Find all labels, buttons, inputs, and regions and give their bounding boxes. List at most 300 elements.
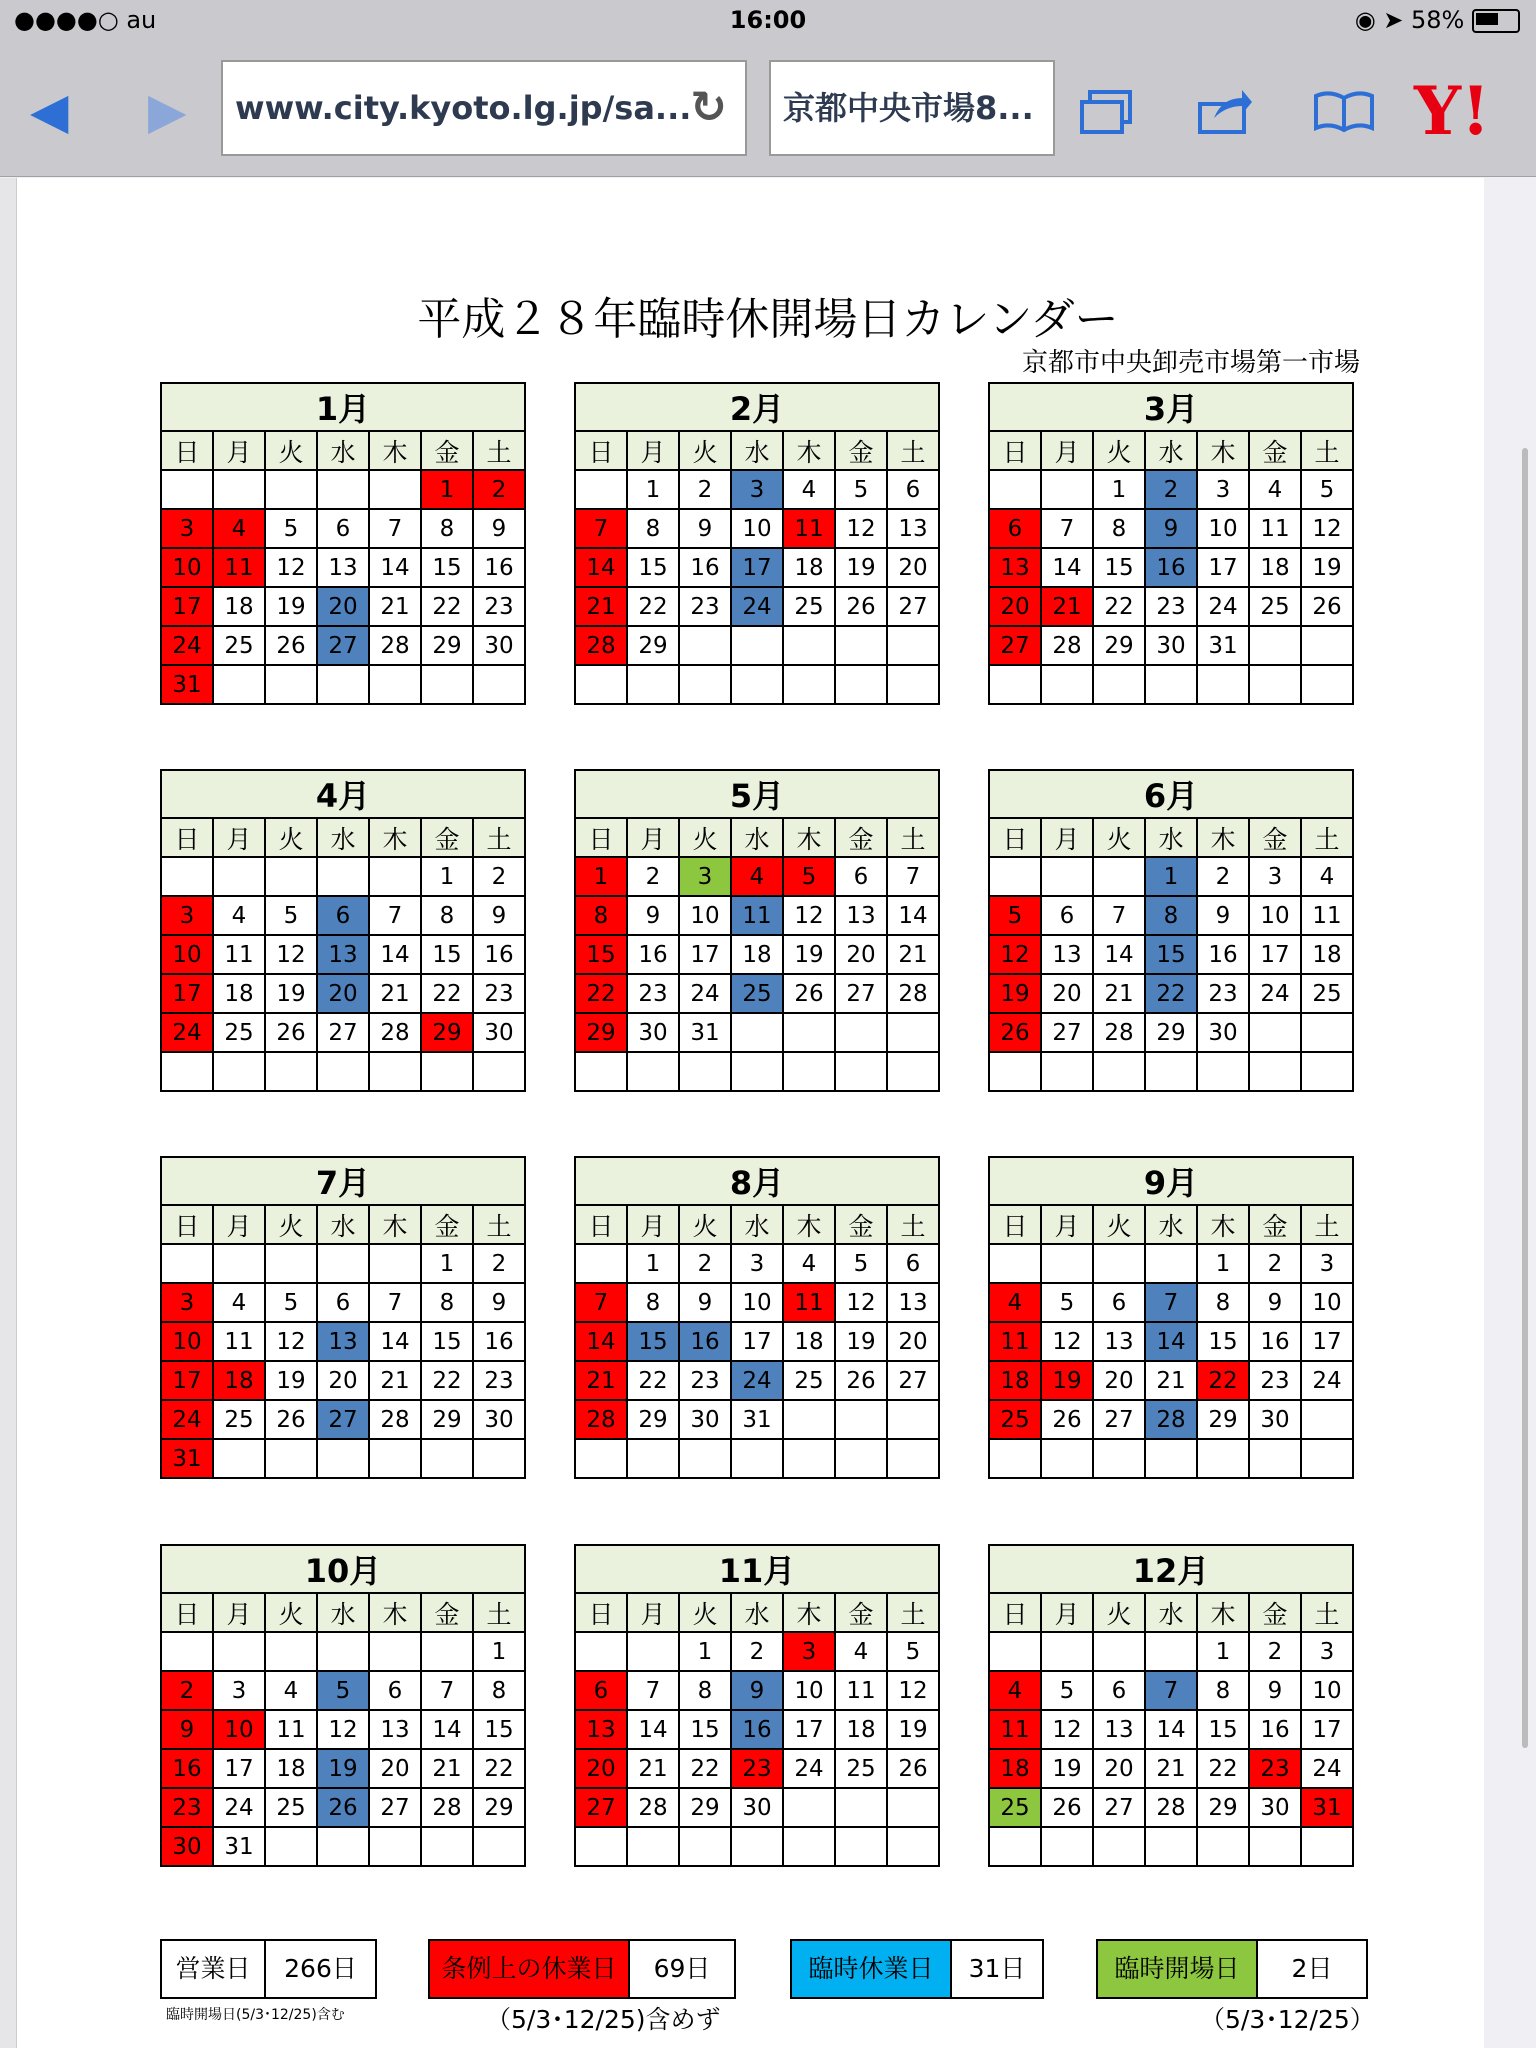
day-cell: 3 — [1301, 1244, 1353, 1283]
day-cell: 17 — [679, 935, 731, 974]
empty-cell — [887, 1052, 939, 1091]
day-cell: 7 — [1145, 1283, 1197, 1322]
empty-cell — [317, 1632, 369, 1671]
day-cell: 26 — [1041, 1400, 1093, 1439]
day-cell: 17 — [161, 587, 213, 626]
empty-cell — [887, 1400, 939, 1439]
empty-cell — [369, 1244, 421, 1283]
empty-cell — [1145, 1632, 1197, 1671]
empty-cell — [835, 626, 887, 665]
month-title: 11月 — [575, 1545, 939, 1593]
empty-cell — [1197, 1827, 1249, 1866]
empty-cell — [1301, 1400, 1353, 1439]
empty-cell — [1041, 1439, 1093, 1478]
day-cell: 17 — [1301, 1322, 1353, 1361]
empty-cell — [317, 857, 369, 896]
day-cell: 6 — [317, 896, 369, 935]
day-cell: 13 — [317, 1322, 369, 1361]
forward-arrow-icon[interactable]: ▶ — [148, 82, 187, 140]
day-cell: 6 — [575, 1671, 627, 1710]
day-cell: 10 — [731, 509, 783, 548]
day-cell: 6 — [317, 509, 369, 548]
day-cell: 5 — [265, 509, 317, 548]
day-cell: 12 — [783, 896, 835, 935]
day-cell: 22 — [627, 587, 679, 626]
empty-cell — [265, 470, 317, 509]
day-cell: 18 — [783, 548, 835, 587]
day-cell: 28 — [1041, 626, 1093, 665]
day-cell: 24 — [161, 1400, 213, 1439]
empty-cell — [317, 665, 369, 704]
month-title: 3月 — [989, 383, 1353, 431]
day-cell: 23 — [161, 1788, 213, 1827]
day-cell: 7 — [627, 1671, 679, 1710]
empty-cell — [1249, 1439, 1301, 1478]
day-cell: 8 — [679, 1671, 731, 1710]
month-title: 9月 — [989, 1157, 1353, 1205]
day-cell: 28 — [1093, 1013, 1145, 1052]
day-cell: 16 — [1249, 1710, 1301, 1749]
legend-value: 2日 — [1291, 1954, 1333, 1983]
day-cell: 25 — [213, 1013, 265, 1052]
empty-cell — [575, 1827, 627, 1866]
page-title: 平成２８年臨時休開場日カレンダー — [417, 294, 1119, 345]
empty-cell — [783, 1788, 835, 1827]
empty-cell — [161, 1244, 213, 1283]
empty-cell — [1249, 665, 1301, 704]
day-cell: 31 — [1197, 626, 1249, 665]
weekday-header: 日 — [575, 818, 627, 857]
weekday-header: 木 — [1197, 431, 1249, 470]
day-cell: 8 — [473, 1671, 525, 1710]
weekday-header: 金 — [421, 431, 473, 470]
day-cell: 25 — [213, 1400, 265, 1439]
day-cell: 17 — [1301, 1710, 1353, 1749]
day-cell: 8 — [421, 509, 473, 548]
legend-note-business: 臨時開場日(5/3･12/25)含む — [166, 2007, 345, 2023]
empty-cell — [989, 1052, 1041, 1091]
day-cell: 5 — [265, 896, 317, 935]
market-name: 京都市中央卸売市場第一市場 — [1021, 348, 1360, 378]
day-cell: 6 — [1093, 1671, 1145, 1710]
day-cell: 19 — [783, 935, 835, 974]
weekday-header: 水 — [317, 1205, 369, 1244]
day-cell: 1 — [421, 857, 473, 896]
month-calendar — [160, 769, 526, 1092]
reload-icon[interactable]: ↻ — [690, 82, 727, 133]
day-cell: 23 — [473, 587, 525, 626]
day-cell: 18 — [265, 1749, 317, 1788]
empty-cell — [575, 470, 627, 509]
day-cell: 15 — [679, 1710, 731, 1749]
day-cell: 22 — [1197, 1361, 1249, 1400]
day-cell: 1 — [1197, 1632, 1249, 1671]
day-cell: 28 — [369, 1400, 421, 1439]
day-cell: 27 — [369, 1788, 421, 1827]
empty-cell — [369, 665, 421, 704]
day-cell: 16 — [627, 935, 679, 974]
empty-cell — [1041, 1632, 1093, 1671]
empty-cell — [1301, 626, 1353, 665]
day-cell: 26 — [887, 1749, 939, 1788]
day-cell: 9 — [1249, 1671, 1301, 1710]
day-cell: 10 — [1301, 1671, 1353, 1710]
day-cell: 24 — [161, 1013, 213, 1052]
day-cell: 24 — [1249, 974, 1301, 1013]
weekday-header: 金 — [835, 1593, 887, 1632]
day-cell: 4 — [1249, 470, 1301, 509]
day-cell: 4 — [213, 1283, 265, 1322]
month-calendar — [160, 1544, 526, 1867]
day-cell: 27 — [887, 587, 939, 626]
legend-label: 臨時開場日 — [1098, 1941, 1258, 1997]
day-cell: 13 — [1041, 935, 1093, 974]
day-cell: 10 — [213, 1710, 265, 1749]
yahoo-logo-icon[interactable]: Y! — [1414, 72, 1491, 150]
day-cell: 5 — [1041, 1283, 1093, 1322]
empty-cell — [265, 1439, 317, 1478]
empty-cell — [887, 665, 939, 704]
day-cell: 6 — [887, 1244, 939, 1283]
day-cell: 29 — [1197, 1400, 1249, 1439]
month-calendar — [988, 1156, 1354, 1479]
day-cell: 26 — [265, 1013, 317, 1052]
day-cell: 13 — [317, 548, 369, 587]
day-cell: 12 — [1301, 509, 1353, 548]
day-cell: 11 — [783, 1283, 835, 1322]
day-cell: 1 — [421, 470, 473, 509]
day-cell: 24 — [1301, 1749, 1353, 1788]
day-cell: 22 — [421, 587, 473, 626]
day-cell: 9 — [731, 1671, 783, 1710]
day-cell: 8 — [1197, 1671, 1249, 1710]
empty-cell — [1301, 665, 1353, 704]
weekday-header: 火 — [679, 1205, 731, 1244]
scrollbar[interactable] — [1484, 178, 1536, 2048]
day-cell: 10 — [1249, 896, 1301, 935]
weekday-header: 月 — [1041, 431, 1093, 470]
day-cell: 15 — [627, 548, 679, 587]
day-cell: 2 — [679, 470, 731, 509]
bookmarks-icon[interactable] — [1312, 88, 1376, 147]
day-cell: 9 — [473, 509, 525, 548]
day-cell: 15 — [627, 1322, 679, 1361]
day-cell: 19 — [317, 1749, 369, 1788]
day-cell: 27 — [317, 1400, 369, 1439]
day-cell: 23 — [679, 587, 731, 626]
day-cell: 11 — [731, 896, 783, 935]
day-cell: 12 — [1041, 1710, 1093, 1749]
day-cell: 30 — [1249, 1788, 1301, 1827]
day-cell: 20 — [1093, 1749, 1145, 1788]
weekday-header: 木 — [369, 431, 421, 470]
tab-title-field[interactable] — [769, 60, 1055, 156]
weekday-header: 日 — [575, 431, 627, 470]
day-cell: 10 — [161, 1322, 213, 1361]
empty-cell — [835, 1052, 887, 1091]
empty-cell — [575, 665, 627, 704]
day-cell: 29 — [679, 1788, 731, 1827]
weekday-header: 金 — [835, 818, 887, 857]
day-cell: 1 — [421, 1244, 473, 1283]
day-cell: 20 — [1041, 974, 1093, 1013]
legend-holidays — [428, 1939, 736, 1999]
day-cell: 7 — [887, 857, 939, 896]
day-cell: 5 — [1301, 470, 1353, 509]
empty-cell — [783, 1827, 835, 1866]
weekday-header: 水 — [1145, 431, 1197, 470]
weekday-header: 土 — [1301, 1205, 1353, 1244]
day-cell: 21 — [421, 1749, 473, 1788]
empty-cell — [731, 1013, 783, 1052]
weekday-header: 金 — [1249, 1205, 1301, 1244]
day-cell: 27 — [1093, 1788, 1145, 1827]
day-cell: 29 — [421, 1013, 473, 1052]
tabs-icon[interactable] — [1078, 88, 1134, 147]
day-cell: 14 — [1145, 1322, 1197, 1361]
empty-cell — [369, 1632, 421, 1671]
day-cell: 3 — [679, 857, 731, 896]
empty-cell — [1145, 1827, 1197, 1866]
day-cell: 6 — [369, 1671, 421, 1710]
url-text: www.city.kyoto.lg.jp/sa... — [235, 89, 692, 127]
day-cell: 19 — [265, 587, 317, 626]
empty-cell — [213, 1244, 265, 1283]
battery-indicator: ◉ ➤ 58% — [1355, 6, 1520, 34]
empty-cell — [1301, 1013, 1353, 1052]
empty-cell — [1041, 470, 1093, 509]
day-cell: 23 — [473, 1361, 525, 1400]
day-cell: 23 — [679, 1361, 731, 1400]
day-cell: 19 — [989, 974, 1041, 1013]
day-cell: 27 — [1041, 1013, 1093, 1052]
scroll-thumb[interactable] — [1522, 448, 1528, 1748]
day-cell: 11 — [213, 1322, 265, 1361]
day-cell: 5 — [265, 1283, 317, 1322]
day-cell: 25 — [835, 1749, 887, 1788]
day-cell: 15 — [421, 935, 473, 974]
day-cell: 22 — [1093, 587, 1145, 626]
empty-cell — [887, 1439, 939, 1478]
day-cell: 11 — [835, 1671, 887, 1710]
day-cell: 17 — [783, 1710, 835, 1749]
weekday-header: 火 — [1093, 431, 1145, 470]
empty-cell — [369, 1827, 421, 1866]
empty-cell — [317, 1052, 369, 1091]
day-cell: 6 — [1041, 896, 1093, 935]
weekday-header: 土 — [473, 1593, 525, 1632]
weekday-header: 水 — [731, 431, 783, 470]
day-cell: 2 — [627, 857, 679, 896]
browser-toolbar — [0, 40, 1536, 177]
day-cell: 20 — [369, 1749, 421, 1788]
empty-cell — [1197, 1439, 1249, 1478]
empty-cell — [1249, 626, 1301, 665]
empty-cell — [575, 1632, 627, 1671]
day-cell: 23 — [731, 1749, 783, 1788]
day-cell: 15 — [1197, 1710, 1249, 1749]
day-cell: 31 — [161, 1439, 213, 1478]
day-cell: 18 — [989, 1361, 1041, 1400]
empty-cell — [1301, 1827, 1353, 1866]
day-cell: 30 — [473, 626, 525, 665]
day-cell: 1 — [627, 1244, 679, 1283]
day-cell: 3 — [161, 896, 213, 935]
day-cell: 14 — [575, 548, 627, 587]
legend-value: 266日 — [284, 1954, 357, 1983]
day-cell: 27 — [575, 1788, 627, 1827]
day-cell: 29 — [421, 626, 473, 665]
weekday-header: 木 — [369, 1593, 421, 1632]
day-cell: 23 — [1197, 974, 1249, 1013]
day-cell: 2 — [1249, 1632, 1301, 1671]
empty-cell — [161, 470, 213, 509]
weekday-header: 月 — [1041, 818, 1093, 857]
empty-cell — [473, 665, 525, 704]
weekday-header: 日 — [161, 1593, 213, 1632]
day-cell: 8 — [627, 509, 679, 548]
weekday-header: 月 — [627, 818, 679, 857]
empty-cell — [473, 1827, 525, 1866]
back-arrow-icon[interactable]: ◀ — [30, 82, 69, 140]
weekday-header: 土 — [887, 431, 939, 470]
weekday-header: 日 — [989, 1593, 1041, 1632]
empty-cell — [265, 1052, 317, 1091]
day-cell: 24 — [783, 1749, 835, 1788]
day-cell: 4 — [989, 1671, 1041, 1710]
day-cell: 23 — [627, 974, 679, 1013]
day-cell: 24 — [161, 626, 213, 665]
empty-cell — [1145, 1439, 1197, 1478]
day-cell: 20 — [887, 1322, 939, 1361]
url-field[interactable] — [221, 60, 747, 156]
weekday-header: 火 — [1093, 1205, 1145, 1244]
empty-cell — [161, 857, 213, 896]
day-cell: 30 — [679, 1400, 731, 1439]
empty-cell — [473, 1052, 525, 1091]
day-cell: 21 — [575, 587, 627, 626]
day-cell: 9 — [627, 896, 679, 935]
day-cell: 3 — [1249, 857, 1301, 896]
day-cell: 10 — [1197, 509, 1249, 548]
day-cell: 20 — [835, 935, 887, 974]
weekday-header: 水 — [731, 1593, 783, 1632]
day-cell: 28 — [887, 974, 939, 1013]
empty-cell — [1093, 857, 1145, 896]
empty-cell — [1145, 665, 1197, 704]
empty-cell — [731, 1052, 783, 1091]
empty-cell — [369, 470, 421, 509]
weekday-header: 木 — [1197, 1593, 1249, 1632]
empty-cell — [887, 1788, 939, 1827]
empty-cell — [1197, 665, 1249, 704]
day-cell: 7 — [421, 1671, 473, 1710]
day-cell: 24 — [731, 587, 783, 626]
day-cell: 7 — [1145, 1671, 1197, 1710]
month-title: 5月 — [575, 770, 939, 818]
day-cell: 4 — [213, 896, 265, 935]
day-cell: 29 — [1093, 626, 1145, 665]
day-cell: 2 — [1249, 1244, 1301, 1283]
weekday-header: 木 — [1197, 818, 1249, 857]
day-cell: 21 — [369, 587, 421, 626]
day-cell: 6 — [989, 509, 1041, 548]
day-cell: 26 — [1301, 587, 1353, 626]
empty-cell — [835, 1400, 887, 1439]
day-cell: 10 — [731, 1283, 783, 1322]
weekday-header: 土 — [1301, 818, 1353, 857]
day-cell: 25 — [1301, 974, 1353, 1013]
day-cell: 27 — [317, 1013, 369, 1052]
day-cell: 21 — [369, 1361, 421, 1400]
day-cell: 2 — [679, 1244, 731, 1283]
day-cell: 6 — [887, 470, 939, 509]
weekday-header: 木 — [369, 1205, 421, 1244]
day-cell: 18 — [213, 974, 265, 1013]
empty-cell — [989, 1827, 1041, 1866]
day-cell: 10 — [161, 548, 213, 587]
share-icon[interactable] — [1196, 88, 1254, 147]
day-cell: 10 — [1301, 1283, 1353, 1322]
day-cell: 3 — [1197, 470, 1249, 509]
day-cell: 1 — [1197, 1244, 1249, 1283]
month-calendar — [160, 382, 526, 705]
empty-cell — [161, 1052, 213, 1091]
day-cell: 24 — [1301, 1361, 1353, 1400]
day-cell: 14 — [421, 1710, 473, 1749]
empty-cell — [627, 1632, 679, 1671]
empty-cell — [421, 665, 473, 704]
empty-cell — [265, 1827, 317, 1866]
day-cell: 21 — [1145, 1749, 1197, 1788]
day-cell: 6 — [1093, 1283, 1145, 1322]
day-cell: 25 — [989, 1788, 1041, 1827]
weekday-header: 土 — [887, 1205, 939, 1244]
battery-icon — [1472, 9, 1520, 33]
day-cell: 28 — [1145, 1788, 1197, 1827]
day-cell: 25 — [783, 1361, 835, 1400]
weekday-header: 日 — [575, 1205, 627, 1244]
day-cell: 8 — [627, 1283, 679, 1322]
day-cell: 17 — [161, 1361, 213, 1400]
empty-cell — [1093, 1632, 1145, 1671]
month-calendar — [574, 1544, 940, 1867]
empty-cell — [213, 470, 265, 509]
empty-cell — [473, 1439, 525, 1478]
weekday-header: 土 — [1301, 431, 1353, 470]
day-cell: 31 — [731, 1400, 783, 1439]
day-cell: 29 — [473, 1788, 525, 1827]
empty-cell — [679, 665, 731, 704]
day-cell: 20 — [317, 587, 369, 626]
day-cell: 19 — [265, 1361, 317, 1400]
day-cell: 6 — [317, 1283, 369, 1322]
day-cell: 14 — [1041, 548, 1093, 587]
day-cell: 15 — [473, 1710, 525, 1749]
day-cell: 27 — [317, 626, 369, 665]
day-cell: 28 — [627, 1788, 679, 1827]
day-cell: 26 — [835, 1361, 887, 1400]
empty-cell — [575, 1244, 627, 1283]
day-cell: 12 — [989, 935, 1041, 974]
day-cell: 1 — [1093, 470, 1145, 509]
day-cell: 24 — [1197, 587, 1249, 626]
day-cell: 16 — [731, 1710, 783, 1749]
day-cell: 7 — [1041, 509, 1093, 548]
empty-cell — [421, 1827, 473, 1866]
weekday-header: 火 — [679, 818, 731, 857]
day-cell: 14 — [369, 548, 421, 587]
